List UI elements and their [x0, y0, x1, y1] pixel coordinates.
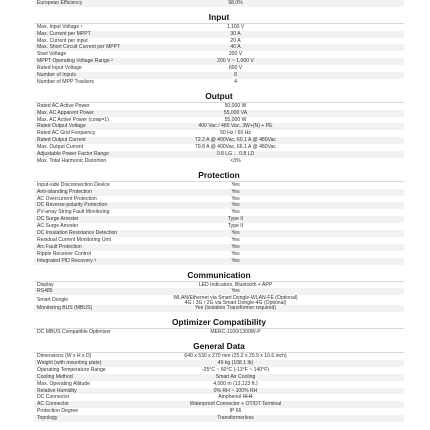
spec-value: 200 V ~ 1,000 V [217, 58, 254, 65]
spec-row [34, 209, 404, 216]
spec-row [34, 374, 404, 381]
spec-label: Weight (with mounting plate) [37, 359, 102, 366]
spec-row [34, 72, 404, 79]
spec-label: PV-array String Fault Monitoring [37, 209, 110, 216]
spec-label: Rated Input Voltage [37, 65, 82, 72]
spec-value: 640 x 530 x 270 mm (25.2 x 20.9 x 10.6 inch) [184, 353, 287, 360]
spec-row [34, 353, 404, 360]
spec-row [34, 415, 404, 422]
section-rows [34, 103, 404, 165]
spec-row [34, 103, 404, 110]
spec-row [34, 408, 404, 415]
spec-row [34, 65, 404, 72]
spec-label: Rated AC Grid Frequency [37, 130, 96, 137]
spec-label: Input-side Disconnection Device [37, 181, 110, 188]
spec-value: 200 V [228, 51, 243, 58]
spec-label: Relative Humidity [37, 387, 77, 394]
spec-label: Adjustable Power Factor Range [37, 151, 109, 158]
spec-value: 50 Hz / 60 Hz [220, 130, 251, 137]
spec-label: Rated Output Current [37, 137, 86, 144]
spec-row [34, 388, 404, 395]
spec-value: 20 A [230, 37, 241, 44]
spec-label: European Efficiency [37, 0, 83, 6]
spec-label: Rated Output Voltage [37, 123, 86, 130]
spec-value: 0% RH ~ 100% RH [213, 387, 258, 394]
spec-label: Max. Output Current [37, 144, 84, 151]
spec-value: 30 A [230, 30, 241, 37]
spec-row [34, 0, 404, 7]
section-title: Communication [34, 269, 404, 282]
spec-row [34, 282, 404, 289]
spec-value: 40 A [230, 44, 241, 51]
spec-value: 55,000 W [224, 116, 247, 123]
spec-label: Max. AC Active Power (cosφ=1) [37, 116, 109, 123]
spec-value: 4,000 m (13,123 ft.) [213, 380, 258, 387]
spec-value: Yes (Isolation Transformer required) [194, 305, 277, 312]
spec-value: Yes [231, 202, 240, 209]
spec-value: 98.0% [228, 0, 243, 6]
spec-label: Max. Input Voltage ¹ [37, 23, 83, 30]
spec-row [34, 158, 404, 165]
spec-value: 0.8 LG ... 0.8 LD [216, 151, 255, 158]
spec-label: Monitoring BUS (MBUS) [37, 305, 93, 312]
spec-label: MPPT Operating Voltage Range ² [37, 58, 113, 65]
spec-row [34, 216, 404, 223]
spec-label: Ripple Receiver Control [37, 250, 91, 257]
section-title: Optimizer Compatibility [34, 316, 404, 329]
spec-label: Max. Short Circuit Current per MPPT [37, 44, 121, 51]
spec-value: 49 kg (108.1 lb) [217, 359, 254, 366]
spec-row [34, 202, 404, 209]
spec-value: 400 Vac / 480 Vac, 3W+(N) + PE [198, 123, 273, 130]
section-title: Protection [34, 169, 404, 182]
spec-value: Waterproof Connector + OT/DT Terminal [189, 401, 282, 408]
spec-label: Max. Current per input [37, 37, 88, 44]
spec-row [34, 394, 404, 401]
spec-value: Yes [231, 188, 240, 195]
spec-row [34, 189, 404, 196]
section-rows [34, 353, 404, 422]
spec-label: Cooling Method [37, 373, 73, 380]
spec-value: Yes [231, 243, 240, 250]
spec-label: Max. AC Apparent Power [37, 109, 94, 116]
spec-label: AC Surge Arrester [37, 223, 79, 230]
spec-row [34, 130, 404, 137]
spec-value: IP 66 [229, 408, 242, 415]
spec-row [34, 123, 404, 130]
section-optimizer-compatibility [34, 316, 404, 336]
spec-row [34, 367, 404, 374]
spec-value: <3% [230, 157, 241, 164]
section-protection [34, 169, 404, 265]
section-rows [34, 24, 404, 86]
spec-row [34, 223, 404, 230]
spec-row [34, 230, 404, 237]
spec-label: DC Reverse-polarity Protection [37, 202, 108, 209]
efficiency-group [34, 0, 404, 7]
spec-label: Max. Operating Altitude [37, 380, 90, 387]
spec-value: LED Indicators, Bluetooth + APP [198, 281, 273, 288]
spec-value: Yes [231, 236, 240, 243]
spec-row [34, 151, 404, 158]
spec-row [34, 38, 404, 45]
spec-row [34, 381, 404, 388]
spec-value: Yes [231, 230, 240, 237]
spec-label: DC MBUS Compatible Optimizer [37, 329, 111, 336]
spec-label: Number of Inputs [37, 72, 77, 79]
spec-row [34, 251, 404, 258]
spec-row [34, 244, 404, 251]
spec-row [34, 31, 404, 38]
spec-row [34, 144, 404, 151]
section-title: Input [34, 11, 404, 24]
spec-value: 600 V [228, 65, 243, 72]
spec-label: Number of MPP Trackers [37, 78, 95, 85]
section-output [34, 90, 404, 165]
spec-label: DC Surge Arrester [37, 216, 79, 223]
spec-label: Protection Degree [37, 408, 79, 415]
spec-value: Yes [231, 250, 240, 257]
spec-row [34, 258, 404, 265]
spec-value: Amphenol HH4 [218, 394, 253, 401]
section-communication [34, 269, 404, 313]
spec-label: AC Overcurrent Protection [37, 195, 97, 202]
spec-value: Yes [231, 257, 240, 264]
spec-label: Residual Current Monitoring Unit [37, 236, 111, 243]
spec-label: DC Connector [37, 394, 70, 401]
spec-label: Topology [37, 415, 58, 422]
spec-label: Operating Temperature Range [37, 366, 106, 373]
spec-value-line: WLAN/Ethernet via Smart Dongle-WLAN-FE (Optional) [173, 294, 298, 301]
section-rows [34, 282, 404, 313]
spec-value [167, 295, 404, 305]
section-general-data [34, 340, 404, 422]
spec-value: -25°C ~ 60°C (-13°F ~ 140°F) [201, 366, 270, 373]
spec-label: DC Insulation Resistance Detection [37, 230, 118, 237]
spec-value: Yes [231, 288, 240, 295]
spec-value: MERC-1100/1300W-P [210, 329, 261, 336]
spec-value: Yes [231, 181, 240, 188]
spec-label: AC Connector [37, 401, 69, 408]
spec-row [34, 58, 404, 65]
spec-row [34, 117, 404, 124]
spec-value: 1,100 V [226, 23, 245, 30]
section-rows [34, 182, 404, 265]
section-input [34, 11, 404, 86]
spec-row [34, 401, 404, 408]
spec-row [34, 295, 404, 305]
spec-label: RS485 [37, 288, 53, 295]
spec-row [34, 329, 404, 336]
spec-value: 50,000 W [224, 102, 247, 109]
spec-row [34, 305, 404, 312]
spec-row [34, 110, 404, 117]
spec-row [34, 196, 404, 203]
spec-value: 8 [234, 72, 237, 79]
spec-row [34, 44, 404, 51]
spec-row [34, 24, 404, 31]
section-title: Output [34, 90, 404, 103]
datasheet [34, 0, 404, 422]
spec-label: Start Voltage [37, 51, 67, 58]
spec-label: Display [37, 281, 54, 288]
spec-value: 72.2 A @ 400Vac, 60.1 A @ 480Vac [195, 137, 276, 144]
section-title: General Data [34, 340, 404, 353]
spec-value-line: 4G / 3G / 2G via Smart Dongle-4G (Optional) [184, 300, 287, 307]
spec-label: Integrated PID Recovery ³ [37, 257, 96, 264]
spec-row [34, 237, 404, 244]
spec-row [34, 51, 404, 58]
spec-value: Type II [227, 223, 244, 230]
spec-row [34, 137, 404, 144]
spec-value: Transformerless [217, 415, 254, 422]
section-rows [34, 329, 404, 336]
spec-value: Smart Air Cooling [215, 373, 256, 380]
spec-label: Arc Fault Protection [37, 243, 82, 250]
spec-label: Dimensions (W x H x D) [37, 353, 92, 360]
spec-label: Max. Total Harmonic Distortion [37, 157, 107, 164]
spec-row [34, 182, 404, 189]
spec-label: Max. Current per MPPT [37, 30, 91, 37]
spec-value: Yes [231, 195, 240, 202]
spec-row [34, 360, 404, 367]
spec-label: Smart Dongle [37, 297, 69, 304]
spec-value: 4 [234, 78, 237, 85]
spec-label: Rated AC Active Power [37, 102, 90, 109]
spec-value: Yes [231, 209, 240, 216]
spec-value: 55,000 VA [223, 109, 248, 116]
spec-row [34, 79, 404, 86]
spec-value: 79.8 A @ 400Vac, 66.1 A @ 480Vac [195, 144, 276, 151]
spec-value: Type II [227, 216, 244, 223]
spec-label: Anti-islanding Protection [37, 188, 92, 195]
